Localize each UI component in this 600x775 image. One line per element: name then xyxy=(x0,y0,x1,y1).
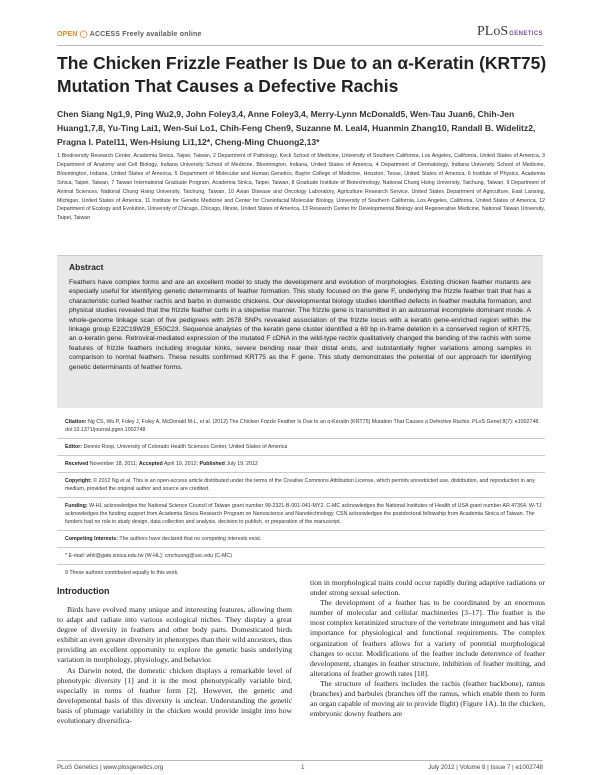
equal-contribution-line: 9 These authors contributed equally to this work. xyxy=(65,569,179,576)
paragraph: The structure of feathers includes the rachis (feather backbone), ramus (branches) and barbules (branches off the ramus, which enable them to form an organ capable of moving air to provide flight) (Figure 1A). In the chicken, embryonic downy feathers are xyxy=(310,678,545,719)
page-number: 1 xyxy=(301,764,305,771)
abstract-text: Feathers have complex forms and are an excellent model to study the development and evolution of morphologies. Existing chicken feather mutants are especially useful for identifying genetic determinants of feather formation. This study focused on the gene F, underlying the frizzle feather trait that has a characteristic curled feather rachis and barbs in domestic chickens. Our developmental biology studies identified defects in feather medulla formation, and physical studies revealed that the frizzle feather curls in a stepwise manner. The frizzle gene is transmitted in an autosomal incomplete dominant mode. A whole-genome linkage scan of five pedigrees with 2678 SNPs revealed association of the frizzle locus with a keratin gene-enriched region within the linkage group E22C19W28_E50C23. Sequence analyses of the keratin gene cluster identified a 69 bp in-frame deletion in a conserved region of KRT75, an α-keratin gene. Retroviral-mediated expression of the mutated F cDNA in the wild-type rectrix qualitatively changed the bending of the rachis with some features of frizzle feathers including irregular kinks, severe bending near their distal ends, and substantially higher variations among samples in comparison to normal feathers. These results confirmed KRT75 as the F gene. This study demonstrates the potential of our approach for identifying genetic determinants of feather forms. xyxy=(69,279,531,371)
article-metadata xyxy=(57,418,545,581)
body-column-right xyxy=(310,578,545,719)
citation-line xyxy=(57,418,545,435)
competing-line xyxy=(57,535,545,543)
dates-line xyxy=(57,460,545,468)
meta-divider xyxy=(57,530,545,531)
journal-logo-text: PLoS xyxy=(477,24,509,39)
footer-issue: July 2012 | Volume 8 | Issue 7 | e1002748 xyxy=(428,764,543,771)
open-access-banner xyxy=(57,30,202,38)
editor-line xyxy=(57,443,545,451)
published-label: Published xyxy=(199,460,225,467)
abstract-heading: Abstract xyxy=(69,262,104,272)
meta-divider xyxy=(57,455,545,456)
funding-line xyxy=(57,502,545,527)
copyright-label: Copyright: xyxy=(65,477,92,484)
open-access-label: ACCESS Freely available online xyxy=(89,31,202,38)
journal-logo-sub: GENETICS xyxy=(509,31,543,37)
journal-header xyxy=(57,24,543,42)
accepted-label: Accepted xyxy=(138,460,163,467)
paragraph: tion in morphological traits could occur rapidly during adaptive radiations or under strong sexual selection. xyxy=(310,578,545,598)
body-text-left xyxy=(57,605,292,726)
article-title: The Chicken Frizzle Feather Is Due to an α-Keratin (KRT75) Mutation That Causes a Defective Rachis xyxy=(57,53,547,96)
paragraph: The development of a feather has to be coordinated by an enormous number of molecular and cellular machineries [3–17]. The feather is the most complex keratinized structure of the vertebrate integument and has vital importance for physiological and functional requirements. The complex organization of feathers allows for a variety of potential morphological changes to occur. Modifications of the feather include deterrence of feather development, changes in feather structure, inhibition of feather molting, and alterations of feather growth rates [18]. xyxy=(310,598,545,678)
meta-divider xyxy=(57,564,545,565)
journal-logo xyxy=(477,24,543,40)
author-list: Chen Siang Ng1,9, Ping Wu2,9, John Foley3,4, Anne Foley3,4, Merry-Lynn McDonald5, Wen-Tau Juan6, Chih-Jen Huang1,7,8, Yu-Ting Lai1, Wen-Sui Lo1, Chih-Feng Chen9, Suzanne M. Leal4, Huanmin Zhang10, Randall B. Widelitz2, Pragna I. Patel11, Wen-Hsiung Li1,12*, Cheng-Ming Chuong2,13* xyxy=(57,109,536,148)
received-label: Received xyxy=(65,460,89,467)
paragraph: Birds have evolved many unique and interesting features, allowing them to adapt and radiate into various ecological niches. They display a great degree of diversity in feathers and other body parts. Domesticated birds exhibit an even greater diversity in phenotypes than their wild ancestors, thus providing an excellent opportunity to explore the genetic basis underlying variation in morphology, physiology, and behavior. xyxy=(57,605,292,665)
citation-label: Citation: xyxy=(65,419,87,425)
citation-text: Ng CS, Wu P, Foley J, Foley A, McDonald M-L, et al. (2012) The Chicken Frizzle Feather Is Due to an α-Keratin (KRT75) Mutation That Causes a Defective Rachis. PLoS Genet 8(7): e1002748. doi:10.1371/journal.pgen.1002748 xyxy=(65,419,540,434)
open-access-prefix: OPEN xyxy=(57,31,78,38)
copyright-line xyxy=(57,477,545,494)
body-column-left xyxy=(57,578,292,726)
meta-divider xyxy=(57,438,545,439)
paragraph: As Darwin noted, the domestic chicken displays a remarkable level of phenotypic diversity [1] and it is the most phenotypically variable bird, especially in terms of feather form [2]. However, the genetic and developmental basis of this diversity is unclear. Understanding the genetic basis of plumage variability in the chicken would provide insight into how evolutionary diversifica- xyxy=(57,665,292,726)
editor-text: Dennis Roop, University of Colorado Health Sciences Center, United States of America xyxy=(83,444,288,451)
accepted-date: April 19, 2012; xyxy=(163,460,199,467)
meta-divider xyxy=(57,472,545,473)
affiliations: 1 Biodiversity Research Center, Academia Sinica, Taipei, Taiwan, 2 Department of Pathology, Keck School of Medicine, University of Southern California, Los Angeles, California, United States of America, 3 Department of Anatomy and Cell Biology, Indiana University School of Medicine, Bloomington, Indiana, United States of America, 4 Department of Dermatology, Indiana University School of Medicine, Bloomington, Indiana, United States of America, 5 Department of Molecular and Human Genetics, Baylor College of Medicine, Houston, Texas, United States of America, 6 Institute of Physics, Academia Sinica, Taipei, Taiwan, 7 Taiwan International Graduate Program, Academia Sinica, Taipei, Taiwan, 8 Graduate Institute of Biotechnology, National Chung Hsing University, Taichung, Taiwan, 9 Department of Animal Sciences, National Chung Hsing University, Taichung, Taiwan, 10 Avian Disease and Oncology Laboratory, Agriculture Research Service, United States Department of Agriculture, East Lansing, Michigan, United States of America, 11 Institute for Genetic Medicine and Center for Craniofacial Molecular Biology, University of Southern California, Los Angeles, California, United States of America, 12 Department of Ecology and Evolution, University of Chicago, Chicago, Illinois, United States of America, 13 Research Center for Developmental Biology and Regenerative Medicine, National Taiwan University, Taipei, Taiwan xyxy=(57,153,545,222)
competing-label: Competing Interests: xyxy=(65,536,118,543)
meta-divider xyxy=(57,547,545,548)
email-line: * E-mail: whli@gate.sinica.edu.tw (W-HL); cmchuong@usc.edu (C-MC) xyxy=(65,552,232,559)
published-date: July 19, 2012 xyxy=(226,460,258,467)
open-lock-icon: ◯ xyxy=(79,31,88,38)
competing-text: The authors have declared that no competing interests exist. xyxy=(119,536,262,543)
received-date: November 18, 2011; xyxy=(89,460,138,467)
footer-journal: PLoS Genetics | www.plosgenetics.org xyxy=(57,764,164,771)
introduction-heading: Introduction xyxy=(57,586,110,596)
abstract-box xyxy=(57,255,543,408)
footer-rule xyxy=(57,760,543,761)
meta-divider xyxy=(57,497,545,498)
copyright-text: © 2012 Ng et al. This is an open-access article distributed under the terms of the Creative Commons Attribution License, which permits unrestricted use, distribution, and reproduction in any medium, provided the original author and source are credited. xyxy=(65,477,535,492)
header-rule xyxy=(57,45,543,46)
body-text-right xyxy=(310,578,545,719)
funding-text: W-HL acknowledges the National Science Council of Taiwan grant number 99-2321-B-001-041-MY2. C-MC acknowledges the National Institutes of Health of USA grant number AR 47364. W-TJ acknowledges the funding support from Academia Sinica Research Program on Nanoscience and Nanotechnology. CSN acknowledges the postdoctoral fellowship from Academia Sinica of Taiwan. The funders had no role in study design, data collection and analysis, decision to publish, or preparation of the manuscript. xyxy=(65,502,542,526)
editor-label: Editor: xyxy=(65,444,83,451)
funding-label: Funding: xyxy=(65,502,88,509)
